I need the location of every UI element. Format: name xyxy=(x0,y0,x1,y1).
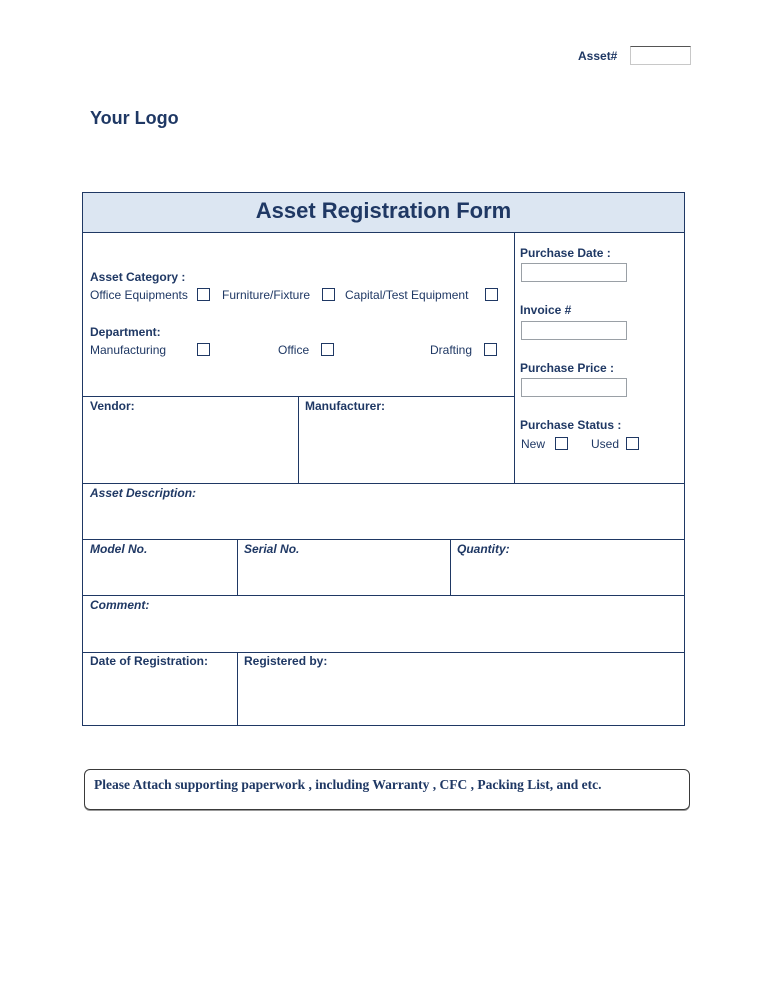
model-no-field[interactable] xyxy=(84,558,236,594)
model-row-top-border xyxy=(83,539,684,540)
date-of-registration-label: Date of Registration: xyxy=(90,654,209,668)
purchase-status-label: Purchase Status : xyxy=(520,418,622,432)
purchase-date-field[interactable] xyxy=(521,263,627,282)
vendor-manufacturer-divider xyxy=(298,396,299,484)
serial-no-field[interactable] xyxy=(239,558,449,594)
category-furniture-checkbox[interactable] xyxy=(322,288,335,301)
right-column-divider xyxy=(514,233,515,484)
vendor-label: Vendor: xyxy=(90,399,135,413)
asset-number-label: Asset# xyxy=(578,49,618,63)
registered-by-field[interactable] xyxy=(239,670,683,723)
vendor-field[interactable] xyxy=(84,414,297,482)
manufacturer-field[interactable] xyxy=(300,414,513,482)
registration-row-top-border xyxy=(83,652,684,653)
purchase-price-field[interactable] xyxy=(521,378,627,397)
department-option-drafting: Drafting xyxy=(430,343,473,357)
model-serial-divider xyxy=(237,539,238,596)
department-option-office: Office xyxy=(278,343,310,357)
title-divider xyxy=(83,232,684,233)
form-title: Asset Registration Form xyxy=(255,198,512,223)
department-manufacturing-checkbox[interactable] xyxy=(197,343,210,356)
category-capital-test-checkbox[interactable] xyxy=(485,288,498,301)
purchase-price-label: Purchase Price : xyxy=(520,361,615,375)
quantity-field[interactable] xyxy=(452,558,683,594)
purchase-date-label: Purchase Date : xyxy=(520,246,611,260)
serial-quantity-divider xyxy=(450,539,451,596)
category-option-office-equipments: Office Equipments xyxy=(90,288,188,302)
date-of-registration-field[interactable] xyxy=(84,670,236,723)
purchase-status-new-checkbox[interactable] xyxy=(555,437,568,450)
purchase-status-option-used: Used xyxy=(591,437,620,451)
asset-category-label: Asset Category : xyxy=(90,270,186,284)
comment-field[interactable] xyxy=(84,614,683,650)
invoice-label: Invoice # xyxy=(520,303,572,317)
department-label: Department: xyxy=(90,325,161,339)
attachment-note-text: Please Attach supporting paperwork , including Warranty , CFC , Packing List, and etc. xyxy=(94,777,602,792)
purchase-status-used-checkbox[interactable] xyxy=(626,437,639,450)
registered-by-label: Registered by: xyxy=(244,654,328,668)
asset-number-field[interactable] xyxy=(630,46,691,65)
department-drafting-checkbox[interactable] xyxy=(484,343,497,356)
category-option-capital-test: Capital/Test Equipment xyxy=(345,288,469,302)
serial-no-label: Serial No. xyxy=(244,542,300,556)
description-row-top-border xyxy=(83,483,684,484)
category-office-equipments-checkbox[interactable] xyxy=(197,288,210,301)
department-office-checkbox[interactable] xyxy=(321,343,334,356)
purchase-status-option-new: New xyxy=(521,437,546,451)
comment-label: Comment: xyxy=(90,598,150,612)
asset-description-label: Asset Description: xyxy=(90,486,197,500)
asset-description-field[interactable] xyxy=(84,502,683,538)
registration-divider xyxy=(237,652,238,725)
department-option-manufacturing: Manufacturing xyxy=(90,343,167,357)
logo-placeholder: Your Logo xyxy=(90,108,179,128)
quantity-label: Quantity: xyxy=(457,542,510,556)
manufacturer-label: Manufacturer: xyxy=(305,399,386,413)
model-no-label: Model No. xyxy=(90,542,148,556)
invoice-field[interactable] xyxy=(521,321,627,340)
comment-row-top-border xyxy=(83,595,684,596)
category-option-furniture: Furniture/Fixture xyxy=(222,288,311,302)
